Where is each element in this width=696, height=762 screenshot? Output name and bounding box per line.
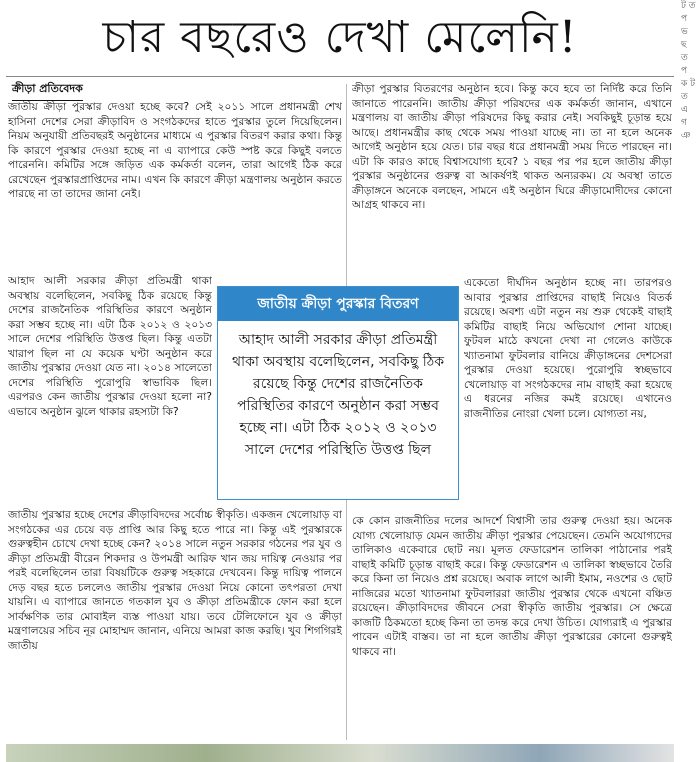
pull-quote-title: জাতীয় ক্রীড়া পুরস্কার বিতরণ: [218, 287, 458, 321]
byline: ক্রীড়া প্রতিবেদক: [12, 80, 83, 101]
column-2-narrow-paragraph: একেতো দীর্ঘদিন অনুষ্ঠান হচ্ছে না। তারপরও আবার পুরস্কার প্রাপ্তিদের বাছাই নিয়েও বিতর্ক রয়েছে। অবশ্য এটা নতুন নয় শুরু থেকেই বাছাই কমিটির বাছাই নিয়ে অভিযোগ শোনা যাচ্ছে। ফুটবল মাঠে কখনো দেখা না গেলেও কাউকে খ্যাতনামা ফুটবলার বানিয়ে ক্রীড়াঙ্গনের দেশসেরা পুরস্কার দেওয়া হয়েছে। পুরোপুরি স্বচ্ছভাবে খেলোয়াড় বা সংগঠকদের নাম বাছাই করা হয়েছে এ ধরনের নজির কমই রয়েছে। এখানেও রাজনীতির নোংরা খেলা চলে। যোগ্যতা নয়,: [464, 277, 672, 420]
column-1-bottom-paragraph: জাতীয় পুরস্কার হচ্ছে দেশের ক্রীড়াবিদদের সর্বোচ্চ স্বীকৃতি। একজন খেলোয়াড় বা সংগঠকের এর চেয়ে বড় প্রাপ্তি আর কিছু হতে পারে না। কিন্তু এই পুরস্কারকে গুরুত্বহীন চোখে দেখা হচ্ছে কেন? ২০১৪ সালে নতুন সরকার গঠনের পর যুব ও ক্রীড়া প্রতিমন্ত্রী বীরেন শিকদার ও উপমন্ত্রী আরিফ খান জয় দায়িত্ব নেওয়ার পর পরই বলেছিলেন তারা বিষয়টিকে গুরুত্ব সহকারে দেখবেন। কিন্তু দায়িত্ব পালনে দেড় বছর হতে চললেও জাতীয় পুরস্কার দেওয়া নিয়ে কোনো তৎপরতা দেখা যায়নি। এ ব্যাপারে জানতে গতকাল যুব ও ক্রীড়া প্রতিমন্ত্রীকে ফোন করা হলে সার্বক্ষণিক তার মোবাইল ব্যস্ত পাওয়া যায়। তবে টেলিফোনে যুব ও ক্রীড়া মন্ত্রণালয়ের সচিব নূর মোহাম্মদ জানান, এনিয়ে আমরা কাজ করছি। খুব শিগগিরই জাতীয়: [8, 509, 342, 652]
column-2-bottom-paragraph: কে কোন রাজনীতির দলের আদর্শে বিশ্বাসী তার গুরুত্ব দেওয়া হয়। অনেক যোগ্য খেলোয়াড় যেমন জাতীয় ক্রীড়া পুরস্কার পেয়েছেন। তেমনি অযোগ্যদের তালিকাও একেবারে ছোট নয়। মূলত ফেডারেশন তালিকা পাঠানোর পরই বাছাই কমিটি চূড়ান্ত বাছাই করে। কিন্তু ফেডারেশন এ তালিকা স্বচ্ছভাবে তৈরি করে কিনা তা নিয়েও প্রশ্ন রয়েছে। অবাক লাগে আলী ইমাম, নওশের ও ছোট নাজিরের মতো খ্যাতনামা ফুটবলাররা জাতীয় পুরস্কার থেকে এখনো বঞ্চিত রয়েছেন। ক্রীড়াবিদদের জীবনে সেরা স্বীকৃতি জাতীয় পুরস্কার। সে ক্ষেত্রে কাজটি ঠিকমতো হচ্ছে কিনা তা তদন্ত করে দেখা উচিত। যোগ্যরাই এ পুরস্কার পাবেন এটাই বাস্তব। তা না হলে জাতীয় ক্রীড়া পুরস্কারের কোনো গুরুত্বই থাকবে না।: [352, 515, 672, 658]
headline-rule: [6, 76, 674, 77]
headline: চার বছরেও দেখা মেলেনি!: [102, 12, 578, 63]
column-2-top-paragraph: ক্রীড়া পুরস্কার বিতরণের অনুষ্ঠান হবে। কিন্তু কবে হবে তা নির্দিষ্ট করে তিনি জানাতে পারেননি। জাতীয় ক্রীড়া পরিষদের এক কর্মকর্তা জানান, এখানে মন্ত্রণালয় বা জাতীয় ক্রীড়া পরিষদের কিছু করার নেই। সবকিছুই চূড়ান্ত হয়ে আছে। প্রধানমন্ত্রীর কাছ থেকে সময় পাওয়া যাচ্ছে না। তা না হলে অনেক আগেই অনুষ্ঠান হয়ে যেত। চার বছর ধরে প্রধানমন্ত্রী সময় দিতে পারছেন না। এটা কি কারও কাছে বিশ্বাসযোগ্য হবে? ১ বছর পর পর হলে জাতীয় ক্রীড়া পুরস্কার অনুষ্ঠানের গুরুত্ব বা আকর্ষণই থাকত অন্যরকম। যে অবস্থা তাতে ক্রীড়াঙ্গনে অনেকে বলছেন, সামনে এই অনুষ্ঠান ঘিরে ক্রীড়ামোদীদের কোনো আগ্রহ থাকবে না।: [352, 83, 672, 211]
photo-strip: [6, 744, 674, 762]
adjacent-column-fragment: ট ত প ভ ছ ত প ক ট ত এ গ ঞ: [681, 1, 696, 141]
pull-quote-box: [217, 286, 459, 500]
column-1-narrow-paragraph: আহাদ আলী সরকার ক্রীড়া প্রতিমন্ত্রী থাকা অবস্থায় বলেছিলেন, সবকিছু ঠিক রয়েছে কিন্তু দেশের রাজনৈতিক পরিস্থিতির কারণে অনুষ্ঠান করা সম্ভব হচ্ছে না। এটা ঠিক ২০১২ ও ২০১৩ সালে দেশের পরিস্থিতি উত্তপ্ত ছিল। কিন্তু এতটা খারাপ ছিল না যে কয়েক ঘণ্টা অনুষ্ঠান করে জাতীয় পুরস্কার দেওয়া যেত না। ২০১৪ সালেতো দেশের পরিস্থিতি পুরোপুরি স্বাভাবিক ছিল। এরপরও কেন জাতীয় পুরস্কার দেওয়া হলো না? এভাবে অনুষ্ঠান ঝুলে থাকার রহস্যটা কি?: [8, 275, 212, 418]
pull-quote-text: আহাদ আলী সরকার ক্রীড়া প্রতিমন্ত্রী থাকা অবস্থায় বলেছিলেন, সবকিছু ঠিক রয়েছে কিন্তু দেশের রাজনৈতিক পরিস্থিতির কারণে অনুষ্ঠান করা সম্ভব হচ্ছে না। এটা ঠিক ২০১২ ও ২০১৩ সালে দেশের পরিস্থিতি উত্তপ্ত ছিল: [231, 332, 445, 458]
column-1-intro-paragraph: জাতীয় ক্রীড়া পুরস্কার দেওয়া হচ্ছে কবে? সেই ২০১১ সালে প্রধানমন্ত্রী শেখ হাসিনা দেশের সেরা ক্রীড়াবিদ ও সংগঠকদের হাতে পুরস্কার তুলে দিয়েছিলেন। নিয়ম অনুযায়ী প্রতিবছরই অনুষ্ঠানের মাধ্যমে এ পুরস্কার বিতরণ করার কথা। কিন্তু কি কারণে পুরস্কার দেওয়া হচ্ছে না এ ব্যাপারে কেউ স্পষ্ট করে কিছুই বলতে পারেননি। কমিটির সঙ্গে জড়িত এক কর্মকর্তা বলেন, তারা আগেই ঠিক করে রেখেছেন পুরস্কারপ্রাপ্তিদের নাম। এখন কি কারণে ক্রীড়া মন্ত্রণালয় অনুষ্ঠান করতে পারছে না তা তাদের জানা নেই।: [8, 101, 342, 200]
